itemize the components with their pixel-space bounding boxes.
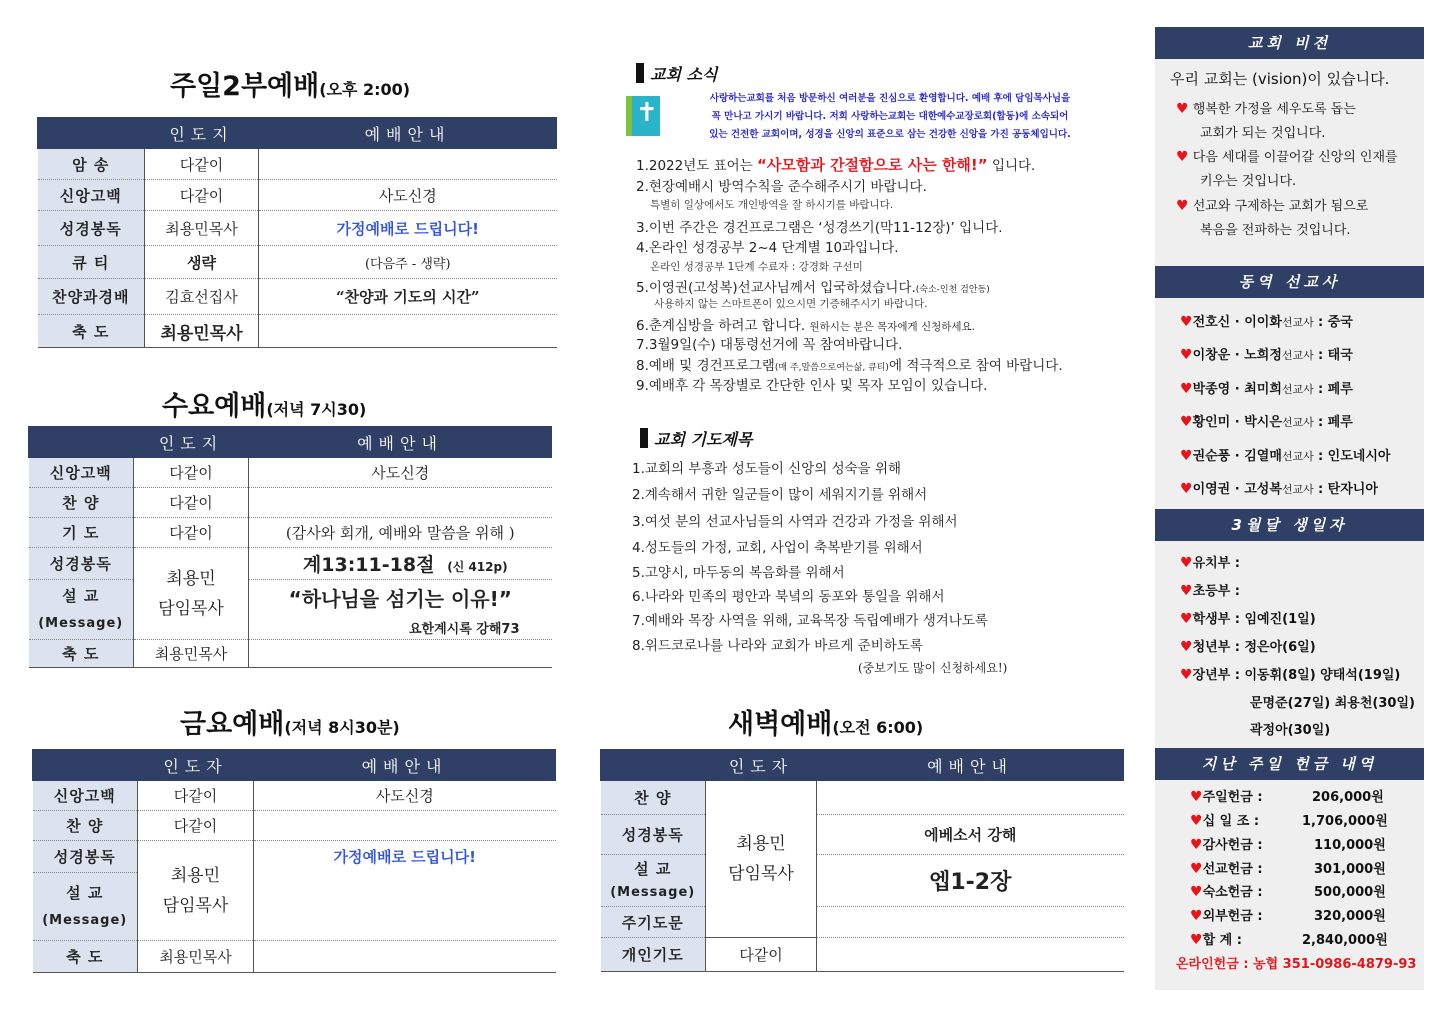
missionary-names: 이창운 · 노희정	[1192, 348, 1282, 363]
offering-item	[1190, 881, 1390, 900]
row-label: 찬 양	[601, 781, 706, 815]
prayer-item: 1.교회의 부흥과 성도들이 신앙의 성숙을 위해	[632, 461, 902, 477]
row-label: 암 송	[38, 149, 145, 180]
row-note	[817, 781, 1124, 815]
row-note: 에베소서 강해	[817, 815, 1124, 855]
row-note	[817, 907, 1124, 938]
vision-item	[1176, 146, 1398, 165]
table-row	[33, 781, 556, 811]
missionary-role: 선교사	[1281, 483, 1314, 496]
prayer-item: 2.계속해서 귀한 일군들이 많이 세워지기를 위해서	[632, 487, 928, 503]
missionary-names: 전호신 · 이이화	[1192, 315, 1282, 330]
news-intro	[670, 90, 1110, 144]
table-row	[33, 941, 556, 973]
prayer-item: 8.위드코로나를 나라와 교회가 바르게 준비하도록	[632, 638, 923, 654]
table-row	[29, 458, 552, 488]
table-row	[29, 488, 552, 518]
row-leader: 다같이	[134, 518, 249, 548]
offering-item	[1190, 858, 1390, 877]
row-label: 축 도	[29, 640, 134, 668]
news-item-5-sub: 사용하지 않는 스마트폰이 있으시면 기증해주시기 바랍니다.	[654, 298, 928, 310]
heart-icon: ♥	[1190, 837, 1203, 853]
row-note: “찬양과 기도의 시간”	[259, 279, 557, 315]
news-item-4: 4.온라인 성경공부 2~4 단계별 10과입니다.	[636, 240, 899, 256]
row-leader: 최용민목사	[145, 211, 259, 246]
news-item-small: (매 주,말씀으로여는삶, 큐티)	[774, 363, 889, 373]
missionary-names: 이영권 · 고성복	[1192, 482, 1282, 497]
table-header-row	[38, 118, 557, 149]
table-row	[33, 841, 556, 873]
row-leader: 생략	[145, 246, 259, 279]
row-note	[817, 938, 1124, 972]
table-row	[29, 640, 552, 668]
offering-amount: 320,000원	[1314, 909, 1386, 924]
row-leader: 다같이	[134, 458, 249, 488]
header-leader: 인도지	[145, 118, 259, 149]
news-item-text: 5.이영권(고성복)선교사님께서 입국하셨습니다.	[636, 280, 916, 296]
table-row	[38, 149, 557, 180]
scripture-cell	[249, 548, 552, 580]
heart-icon: ♥	[1180, 448, 1193, 464]
sunday-service-title	[170, 64, 410, 103]
table-row	[29, 580, 552, 640]
intro-line: 있는 건전한 교회이며, 성경을 신앙의 표준으로 삼는 건강한 신앙을 가진 공동체입니다.	[709, 129, 1071, 140]
table-row	[29, 518, 552, 548]
row-note	[254, 941, 556, 973]
offering-amount: 2,840,000원	[1302, 933, 1388, 948]
leader-title: 담임목사	[162, 895, 229, 916]
birthday-text: 청년부 : 정은아(6일)	[1192, 640, 1316, 655]
offering-item	[1190, 810, 1390, 829]
table-header-row	[29, 427, 552, 458]
table-row	[601, 938, 1124, 972]
heart-icon: ♥	[1190, 789, 1203, 805]
wednesday-service-title	[162, 384, 366, 423]
heart-icon: ♥	[1176, 198, 1189, 214]
vision-line: 키우는 것입니다.	[1200, 174, 1297, 189]
leader-name: 최용민	[166, 568, 216, 589]
missionary-country: : 태국	[1317, 348, 1353, 363]
row-leader: 다같이	[138, 811, 254, 841]
offering-label: 합 계 :	[1202, 933, 1242, 948]
news-item-3: 3.이번 주간은 경건프로그램은 ‘성경쓰기(막11-12장)’ 입니다.	[636, 220, 1003, 236]
heart-icon: ♥	[1190, 908, 1203, 924]
sunday-service-table	[37, 117, 557, 348]
row-leader: 다같이	[138, 781, 254, 811]
scripture-label: 성경봉독	[33, 841, 138, 873]
news-item-2: 2.현장예배시 방역수칙을 준수해주시기 바랍니다.	[636, 179, 927, 195]
birthday-item	[1180, 580, 1240, 599]
leader-title: 담임목사	[728, 864, 794, 884]
offering-heading: 지난 주일 헌금 내역	[1155, 748, 1424, 780]
missionary-names: 권순풍 · 김열매	[1192, 449, 1282, 464]
news-item-small: 원하시는 분은 목자에게 신청하세요.	[809, 321, 976, 333]
table-row	[33, 873, 556, 941]
news-item-small: (숙소-인천 검안동)	[915, 285, 990, 295]
row-label: 신앙고백	[29, 458, 134, 488]
header-guide: 예배안내	[254, 750, 556, 781]
vision-line: 교회가 되는 것입니다.	[1200, 126, 1326, 141]
header-blank	[38, 118, 145, 149]
missionary-role: 선교사	[1281, 450, 1314, 463]
leader-cell	[134, 548, 249, 640]
cross-icon: ✝	[626, 96, 660, 136]
table-row	[601, 815, 1124, 855]
prayer-item: 7.예배와 목장 사역을 위해, 교육목장 독립예배가 생겨나도록	[632, 613, 988, 629]
row-note: 사도신경	[249, 458, 552, 488]
vision-line: 다음 세대를 이끌어갈 신앙의 인재를	[1192, 150, 1398, 165]
missionaries-heading: 동역 선교사	[1155, 266, 1424, 298]
sermon-cell	[249, 580, 552, 640]
header-leader: 인도지	[134, 427, 249, 458]
prayer-item: 4.성도들의 가정, 교회, 사업이 축복받기를 위해서	[632, 540, 923, 556]
offering-item	[1190, 786, 1390, 805]
news-item-9: 9.예배후 각 목장별로 간단한 인사 및 목자 모임이 있습니다.	[636, 378, 988, 394]
row-label: 큐 티	[38, 246, 145, 279]
header-blank	[33, 750, 138, 781]
news-item-text: 8.예배 및 경건프로그램	[636, 358, 775, 374]
header-leader: 인도자	[706, 750, 817, 781]
friday-title-text: 금요예배	[180, 709, 285, 740]
sermon-label-cell	[29, 580, 134, 640]
sermon-label: 설 교	[66, 883, 104, 902]
friday-service-title	[180, 702, 400, 741]
sermon-label-en: (Message)	[610, 884, 696, 900]
sermon-label-cell	[33, 873, 138, 941]
motto-text: “사모함과 간절함으로 사는 한해!”	[757, 156, 988, 174]
vision-line: 복음을 전파하는 것입니다.	[1200, 223, 1351, 238]
birthday-text: 학생부 : 임예진(1일)	[1192, 612, 1316, 627]
prayer-footer: (중보기도 많이 신청하세요!)	[858, 661, 1008, 675]
wednesday-title-text: 수요예배	[162, 391, 267, 422]
sunday-title-text: 주일2부예배	[170, 71, 320, 102]
table-row	[601, 855, 1124, 907]
offering-label: 십 일 조 :	[1202, 814, 1260, 829]
heart-icon: ♥	[1190, 813, 1203, 829]
missionary-names: 황인미 · 박시은	[1192, 415, 1282, 430]
row-label: 성경봉독	[38, 211, 145, 246]
dawn-service-title	[728, 702, 923, 741]
row-label: 신앙고백	[38, 180, 145, 211]
header-guide: 예배안내	[817, 750, 1124, 781]
heart-icon: ♥	[1176, 149, 1189, 165]
row-note: (다음주 - 생략)	[259, 246, 557, 279]
missionary-role: 선교사	[1281, 383, 1314, 396]
offering-label: 숙소헌금 :	[1202, 885, 1263, 900]
table-row	[38, 246, 557, 279]
prayer-item: 6.나라와 민족의 평안과 북녘의 동포와 통일을 위해서	[632, 589, 945, 605]
missionary-item	[1180, 478, 1378, 497]
missionary-item	[1180, 378, 1353, 397]
table-row	[601, 907, 1124, 938]
row-leader: 최용민목사	[134, 640, 249, 668]
heart-icon: ♥	[1180, 481, 1193, 497]
table-row	[33, 811, 556, 841]
news-item-1	[636, 154, 1035, 175]
table-row	[29, 548, 552, 580]
wednesday-time: (저녁 7시30)	[266, 400, 367, 419]
offering-amount: 110,000원	[1314, 838, 1386, 853]
online-offering: 온라인헌금 : 농협 351-0986-4879-93	[1176, 957, 1417, 972]
offering-item	[1190, 929, 1390, 948]
row-leader: 최용민목사	[138, 941, 254, 973]
heart-icon: ♥	[1190, 884, 1203, 900]
news-item-text: 1.2022년도 표어는	[636, 158, 753, 174]
birthday-item	[1180, 552, 1240, 571]
row-leader: 다같이	[706, 938, 817, 972]
row-note: 가정예배로 드립니다!	[259, 211, 557, 246]
birthday-item	[1180, 636, 1316, 655]
news-item-2-sub: 특별히 일상에서도 개인방역을 잘 하시기를 바랍니다.	[650, 199, 894, 211]
birthday-text: 유치부 :	[1192, 556, 1240, 571]
scripture-label: 성경봉독	[29, 548, 134, 580]
row-note	[249, 640, 552, 668]
birthdays-heading: 3월달 생일자	[1155, 509, 1424, 541]
row-leader: 최용민목사	[145, 315, 259, 348]
birthday-extra: 문명준(27일) 최용천(30일)	[1250, 696, 1415, 711]
birthday-extra: 곽정아(30일)	[1250, 723, 1331, 738]
table-row	[38, 315, 557, 348]
offering-amount: 206,000원	[1312, 790, 1384, 805]
row-label: 축 도	[38, 315, 145, 348]
missionary-item	[1180, 344, 1353, 363]
missionary-names: 박종영 · 최미희	[1192, 382, 1282, 397]
vision-intro: 우리 교회는 (vision)이 있습니다.	[1170, 70, 1390, 88]
news-item-4-sub: 온라인 성경공부 1단계 수료자 : 강경화 구선미	[650, 261, 863, 273]
row-note: 사도신경	[259, 180, 557, 211]
missionary-role: 선교사	[1281, 416, 1314, 429]
sermon-label-cell	[601, 855, 706, 907]
missionary-item	[1180, 411, 1353, 430]
row-label: 성경봉독	[601, 815, 706, 855]
header-blank	[601, 750, 706, 781]
dawn-service-table	[600, 749, 1124, 972]
heart-icon: ♥	[1180, 611, 1193, 627]
vision-line: 행복한 가정을 세우도록 돕는	[1192, 102, 1356, 117]
heart-icon: ♥	[1180, 347, 1193, 363]
heart-icon: ♥	[1180, 639, 1193, 655]
offering-amount: 1,706,000원	[1302, 814, 1388, 829]
row-leader: 다같이	[134, 488, 249, 518]
intro-line: 사랑하는교회를 처음 방문하신 여러분을 진심으로 환영합니다. 예배 후에 담임목사님을	[709, 93, 1071, 104]
heart-icon: ♥	[1190, 861, 1203, 877]
table-row	[38, 279, 557, 315]
row-label: 축 도	[33, 941, 138, 973]
heart-icon: ♥	[1190, 932, 1203, 948]
missionary-country: : 중국	[1317, 315, 1353, 330]
table-row	[38, 211, 557, 246]
row-note: 가정예배로 드립니다!	[333, 848, 476, 867]
news-item-text: 입니다.	[991, 158, 1036, 174]
intro-line: 꼭 만나고 가시기 바랍니다. 저희 사랑하는교회는 대한예수교장로회(합동)에 소속되어	[711, 111, 1069, 122]
news-item-8	[636, 354, 1063, 374]
table-header-row	[33, 750, 556, 781]
missionary-country: : 페루	[1317, 382, 1353, 397]
row-note	[259, 315, 557, 348]
row-note: (감사와 회개, 예배와 말씀을 위해 )	[249, 518, 552, 548]
news-item-6	[636, 314, 975, 334]
heart-icon: ♥	[1180, 381, 1193, 397]
row-label: 신앙고백	[33, 781, 138, 811]
missionary-role: 선교사	[1281, 316, 1314, 329]
header-guide: 예배안내	[249, 427, 552, 458]
row-label: 찬 양	[29, 488, 134, 518]
prayer-item: 5.고양시, 마두동의 복음화를 위해서	[632, 565, 845, 581]
table-row	[38, 180, 557, 211]
table-header-row	[601, 750, 1124, 781]
leader-cell	[138, 841, 254, 941]
offering-item	[1190, 834, 1390, 853]
header-leader: 인도자	[138, 750, 254, 781]
row-label: 찬 양	[33, 811, 138, 841]
missionary-role: 선교사	[1281, 349, 1314, 362]
row-label: 기 도	[29, 518, 134, 548]
friday-time: (저녁 8시30분)	[284, 718, 400, 737]
heart-icon: ♥	[1180, 667, 1193, 683]
header-guide: 예배안내	[259, 118, 557, 149]
row-note: 엡1-2장	[817, 855, 1124, 907]
sermon-cell	[254, 873, 556, 941]
news-item-7: 7.3월9일(수) 대통령선거에 꼭 참여바랍니다.	[636, 337, 903, 353]
heart-icon: ♥	[1180, 555, 1193, 571]
heart-icon: ♥	[1180, 414, 1193, 430]
sermon-label-en: (Message)	[38, 615, 124, 631]
news-item-text: 6.춘계심방을 하려고 합니다.	[636, 318, 806, 334]
news-item-5	[636, 276, 990, 296]
row-label: 개인기도	[601, 938, 706, 972]
heart-icon: ♥	[1180, 314, 1193, 330]
row-label: 주기도문	[601, 907, 706, 938]
sermon-label: 설 교	[62, 586, 100, 605]
birthday-item	[1180, 664, 1400, 683]
leader-name: 최용민	[736, 834, 786, 854]
offering-label: 외부헌금 :	[1202, 909, 1263, 924]
prayer-item: 3.여섯 분의 선교사님들의 사역과 건강과 가정을 위해서	[632, 514, 958, 530]
vision-heading: 교회 비전	[1155, 27, 1424, 59]
offering-amount: 500,000원	[1314, 885, 1386, 900]
dawn-time: (오전 6:00)	[832, 718, 924, 737]
row-label: 찬양과경배	[38, 279, 145, 315]
row-note	[259, 149, 557, 180]
sunday-time: (오후 2:00)	[319, 80, 411, 99]
row-leader: 다같이	[145, 149, 259, 180]
leader-title: 담임목사	[158, 598, 224, 619]
vision-item	[1176, 195, 1368, 214]
row-leader: 다같이	[145, 180, 259, 211]
news-heading: 교회 소식	[636, 62, 717, 85]
table-row	[601, 781, 1124, 815]
heart-icon: ♥	[1176, 101, 1189, 117]
sermon-sub: 요한계시록 강해73	[408, 621, 520, 637]
header-blank	[29, 427, 134, 458]
offering-item	[1190, 905, 1390, 924]
row-note	[249, 488, 552, 518]
sermon-title: “하나님을 섬기는 이유!”	[288, 586, 512, 611]
heart-icon: ♥	[1180, 583, 1193, 599]
leader-cell	[706, 781, 817, 938]
offering-amount: 301,000원	[1314, 862, 1386, 877]
birthday-item	[1180, 608, 1316, 627]
scripture-ref: 계13:11-18절	[302, 554, 435, 576]
offering-label: 선교헌금 :	[1202, 862, 1263, 877]
scripture-page: (신 412p)	[447, 560, 508, 574]
sermon-label: 설 교	[634, 859, 672, 878]
offering-label: 감사헌금 :	[1202, 838, 1263, 853]
row-note: 사도신경	[254, 781, 556, 811]
missionary-country: : 페루	[1317, 415, 1353, 430]
offering-label: 주일헌금 :	[1202, 790, 1263, 805]
prayer-heading: 교회 기도제목	[640, 427, 752, 450]
vision-item	[1176, 98, 1356, 117]
missionary-country: : 탄자니아	[1317, 482, 1378, 497]
birthday-text: 초등부 :	[1192, 584, 1240, 599]
row-leader: 김효선집사	[145, 279, 259, 315]
news-item-text: 에 적극적으로 참여 바랍니다.	[888, 358, 1063, 374]
missionary-country: : 인도네시아	[1317, 449, 1391, 464]
dawn-title-text: 새벽예배	[728, 709, 833, 740]
sermon-label-en: (Message)	[42, 912, 128, 928]
wednesday-service-table	[28, 426, 552, 668]
birthday-text: 장년부 : 이동휘(8일) 양태석(19일)	[1192, 668, 1401, 683]
missionary-item	[1180, 445, 1390, 464]
vision-line: 선교와 구제하는 교회가 됨으로	[1192, 199, 1369, 214]
row-note	[254, 811, 556, 841]
friday-service-table	[32, 749, 556, 973]
missionary-item	[1180, 311, 1353, 330]
leader-name: 최용민	[170, 865, 221, 886]
